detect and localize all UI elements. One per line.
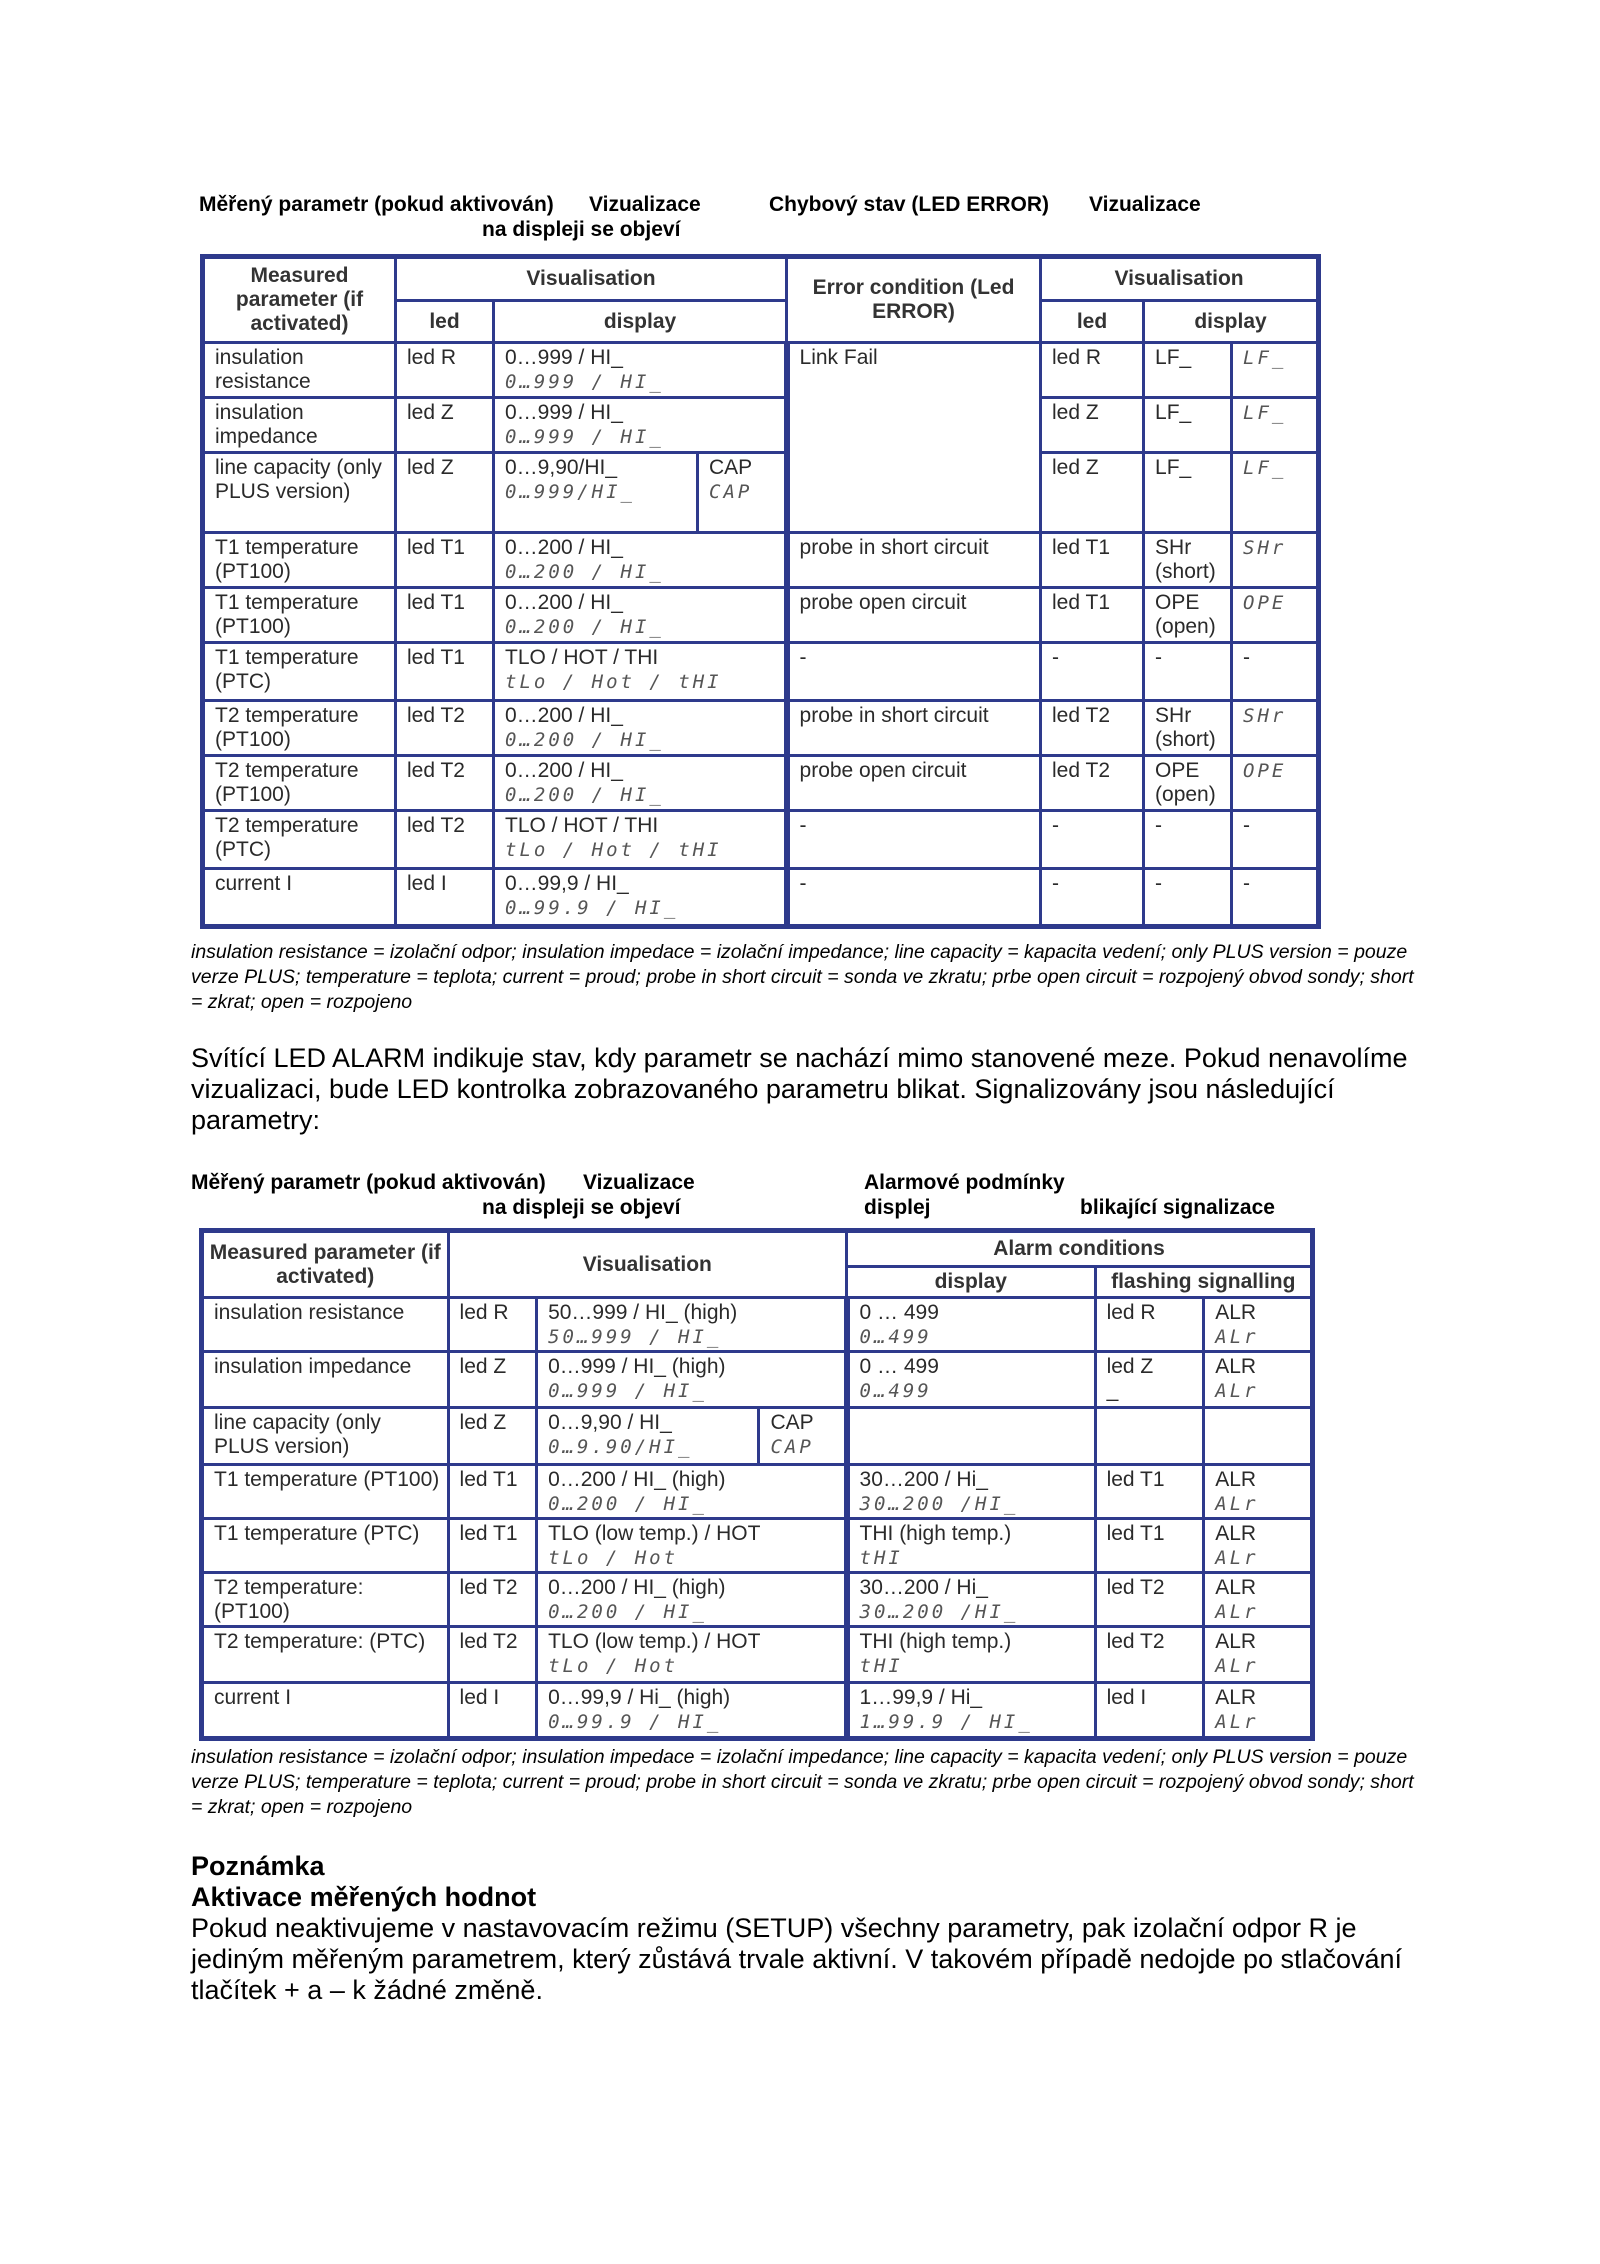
- display-segment: 0…200 / HI_: [505, 616, 664, 638]
- table-error-conditions: [200, 254, 1321, 929]
- flash-segment: ALr: [1215, 1547, 1259, 1569]
- cell-flash-led: led R: [1095, 1298, 1204, 1352]
- remark-text: Pokud neaktivujeme v nastavovacím režimu (SETUP) všechny parametry, pak izolační odpor R je jediným měřeným parametrem, který zůstává trvale aktivní. V takovém případě nedojde po stlačování tlačítek + a – k žádné změně.: [191, 1913, 1403, 2005]
- error-segment: SHr: [1243, 537, 1287, 559]
- cell-e1: OPE (open): [1144, 588, 1232, 643]
- cell-led: led T2: [396, 756, 494, 811]
- cell-display: [494, 533, 787, 588]
- display-text: TLO / HOT / THI: [505, 814, 659, 837]
- flash-segment: ALr: [1215, 1380, 1259, 1402]
- cell-err: -: [787, 811, 1041, 869]
- cell-eled: -: [1041, 643, 1144, 701]
- table-row: [203, 588, 1319, 643]
- display-segment: 0…99.9 / HI_: [548, 1711, 722, 1733]
- display-segment: 0…999 / HI_: [505, 426, 664, 448]
- cell-display: [494, 756, 787, 811]
- cell-err: probe open circuit: [787, 588, 1041, 643]
- table-row: [202, 1573, 1313, 1627]
- cell-param: line capacity (only PLUS version): [202, 1408, 449, 1465]
- display-text: TLO / HOT / THI: [505, 646, 659, 669]
- cell-e2: [1232, 453, 1319, 533]
- flash-text: ALR: [1215, 1630, 1257, 1653]
- display-text: 0…200 / HI_: [505, 591, 623, 614]
- cell-param: T1 temperature (PT100): [202, 1465, 449, 1519]
- display-segment: 50…999 / HI_: [548, 1326, 722, 1348]
- cell-led: led T1: [396, 588, 494, 643]
- cell-flash: [1204, 1627, 1313, 1683]
- cell-display: [494, 869, 787, 927]
- cell-e1: SHr (short): [1144, 701, 1232, 756]
- error-segment: LF_: [1243, 347, 1287, 369]
- cell-param: insulation resistance: [202, 1298, 449, 1352]
- table2-header-vis2: na displeji se objeví: [482, 1196, 681, 1219]
- th-led: led: [396, 301, 494, 343]
- display-segment: tLo / Hot: [548, 1655, 679, 1677]
- cell-display: [494, 811, 787, 869]
- alarm-segment: tHI: [859, 1547, 903, 1569]
- table-row: [203, 756, 1319, 811]
- error-segment: LF_: [1243, 402, 1287, 424]
- table-row: [202, 1408, 1313, 1465]
- alarm-text: THI (high temp.): [859, 1630, 1012, 1653]
- cell-flash: [1204, 1519, 1313, 1573]
- table1-header-err: Chybový stav (LED ERROR): [769, 193, 1050, 216]
- th-display2: display: [1144, 301, 1319, 343]
- cell-err: probe in short circuit: [787, 701, 1041, 756]
- th-vis2: Visualisation: [1041, 257, 1319, 301]
- display-segment: 0…99.9 / HI_: [505, 897, 679, 919]
- cell-display: [537, 1408, 759, 1465]
- display-text: TLO (low temp.) / HOT: [548, 1522, 761, 1545]
- cell-e1: LF_: [1144, 398, 1232, 453]
- cell-flash: [1204, 1465, 1313, 1519]
- cell-param: T1 temperature (PTC): [202, 1519, 449, 1573]
- cell-display: [537, 1298, 847, 1352]
- table-row: [203, 343, 1319, 398]
- cap-segment: CAP: [770, 1436, 814, 1458]
- th-led2: led: [1041, 301, 1144, 343]
- cell-eled: led T2: [1041, 701, 1144, 756]
- paragraph-alarm: Svítící LED ALARM indikuje stav, kdy parametr se nachází mimo stanovené meze. Pokud nenavolíme vizualizaci, bude LED kontrolka zobrazovaného parametru blikat. Signalizovány jsou následující parametry:: [191, 1043, 1408, 1135]
- cell-led: led T2: [448, 1627, 537, 1683]
- cell-alarm-display: [847, 1298, 1096, 1352]
- table-row: [203, 811, 1319, 869]
- alarm-segment: 1…99.9 / HI_: [859, 1711, 1033, 1733]
- cell-led: led T1: [448, 1465, 537, 1519]
- cell-led: led Z: [396, 453, 494, 533]
- cell-e2: [1232, 343, 1319, 398]
- cell-alarm-display: [847, 1627, 1096, 1683]
- alarm-segment: 0…499: [859, 1326, 932, 1348]
- remark-title: Poznámka: [191, 1851, 325, 1881]
- display-segment: 0…200 / HI_: [505, 784, 664, 806]
- cell-e2: [1232, 588, 1319, 643]
- display-segment: 0…999 / HI_: [505, 371, 664, 393]
- remark-subtitle: Aktivace měřených hodnot: [191, 1882, 537, 1912]
- cell-flash-led: [1095, 1352, 1204, 1408]
- cell-e1: -: [1144, 811, 1232, 869]
- cell-display: [494, 701, 787, 756]
- translation-note-2: insulation resistance = izolační odpor; insulation impedace = izolační impedance; line capacity = kapacita vedení; only PLUS version = pouze verze PLUS; temperature = teplota; current = proud; probe in short circuit = sonda ve zkratu; prbe open circuit = rozpojený obvod sondy; short = zkrat; open = rozpojeno: [191, 1746, 1414, 1818]
- translation-note: insulation resistance = izolační odpor; insulation impedace = izolační impedance; line capacity = kapacita vedení; only PLUS version = pouze verze PLUS; temperature = teplota; current = proud; probe in short circuit = sonda ve zkratu; prbe open circuit = rozpojený obvod sondy; short = zkrat; open = rozpojeno: [191, 941, 1414, 1013]
- cell-flash: [1204, 1298, 1313, 1352]
- cell-led: led T1: [448, 1519, 537, 1573]
- table1-header-vis: Vizualizace: [589, 193, 701, 216]
- display-segment: 0…200 / HI_: [505, 561, 664, 583]
- cell-flash-led: led T1: [1095, 1519, 1204, 1573]
- table2-header-alarm: Alarmové podmínky: [864, 1171, 1065, 1194]
- cell-param: T1 temperature (PT100): [203, 588, 396, 643]
- cell-alarm-display: [847, 1465, 1096, 1519]
- cell-display: [494, 343, 787, 398]
- cell-alarm-display: [847, 1352, 1096, 1408]
- cell-display: [537, 1352, 847, 1408]
- cell-alarm-display: [847, 1519, 1096, 1573]
- table-row: [203, 398, 1319, 453]
- flash-text: ALR: [1215, 1686, 1257, 1709]
- cell-e1: SHr (short): [1144, 533, 1232, 588]
- table-row: [203, 869, 1319, 927]
- alarm-segment: 30…200 /HI_: [859, 1493, 1019, 1515]
- display-text: 0…9,90 / HI_: [548, 1411, 672, 1434]
- cell-e2: [1232, 533, 1319, 588]
- flash-segment: ALr: [1215, 1601, 1259, 1623]
- cell-led: led Z: [396, 398, 494, 453]
- cell-param: current I: [203, 869, 396, 927]
- cell-param: T2 temperature: (PTC): [202, 1627, 449, 1683]
- table-row: [202, 1683, 1313, 1739]
- th-err: Error condition (Led ERROR): [787, 257, 1041, 343]
- cell-e2: -: [1232, 811, 1319, 869]
- cell-e2: -: [1232, 869, 1319, 927]
- cell-flash: [1204, 1352, 1313, 1408]
- th-vis: Visualisation: [396, 257, 787, 301]
- cell-led: led T1: [396, 533, 494, 588]
- th-param: Measured parameter (if activated): [202, 1231, 449, 1298]
- table1-header-vis-right: Vizualizace: [1089, 193, 1201, 216]
- display-text: TLO (low temp.) / HOT: [548, 1630, 761, 1653]
- alarm-segment: 30…200 /HI_: [859, 1601, 1019, 1623]
- cell-display: [537, 1519, 847, 1573]
- table1-header-vis2: na displeji se objeví: [482, 218, 681, 241]
- cell-param: T1 temperature (PT100): [203, 533, 396, 588]
- cell-led: led R: [396, 343, 494, 398]
- alarm-text: 30…200 / Hi_: [859, 1468, 988, 1491]
- display-segment: 0…999 / HI_: [548, 1380, 707, 1402]
- display-text: 0…99,9 / Hi_ (high): [548, 1686, 731, 1709]
- flash-segment: ALr: [1215, 1493, 1259, 1515]
- cap-segment: CAP: [709, 481, 753, 503]
- display-segment: 0…9.90/HI_: [548, 1436, 693, 1458]
- cell-led: led Z: [448, 1408, 537, 1465]
- table-row: [202, 1627, 1313, 1683]
- cell-param: insulation impedance: [203, 398, 396, 453]
- cell-display: [494, 643, 787, 701]
- cell-e2: [1232, 756, 1319, 811]
- cell-param: current I: [202, 1683, 449, 1739]
- cell-display: [537, 1573, 847, 1627]
- cell-led: led R: [448, 1298, 537, 1352]
- table2-header-vis: Vizualizace: [583, 1171, 695, 1194]
- th-param: Measured parameter (if activated): [203, 257, 396, 343]
- table1-header-param: Měřený parametr (pokud aktivován): [199, 193, 554, 216]
- cell-led: led T1: [396, 643, 494, 701]
- display-segment: 0…200 / HI_: [548, 1601, 707, 1623]
- display-segment: 0…200 / HI_: [505, 729, 664, 751]
- alarm-segment: tHI: [859, 1655, 903, 1677]
- display-segment: tLo / Hot / tHI: [505, 839, 722, 861]
- cell-param: T2 temperature: (PT100): [202, 1573, 449, 1627]
- flash-led-text: led Z: [1106, 1355, 1154, 1378]
- flash-text: ALR: [1215, 1355, 1257, 1378]
- cell-display: [494, 398, 787, 453]
- cell-e1: LF_: [1144, 343, 1232, 398]
- cell-alarm-display: [847, 1683, 1096, 1739]
- cell-param: T2 temperature (PT100): [203, 756, 396, 811]
- flash-text: ALR: [1215, 1468, 1257, 1491]
- table-alarm-conditions: [199, 1228, 1315, 1741]
- cell-err: -: [787, 869, 1041, 927]
- alarm-text: THI (high temp.): [859, 1522, 1012, 1545]
- cell-eled: led T1: [1041, 588, 1144, 643]
- cell-param: line capacity (only PLUS version): [203, 453, 396, 533]
- cell-led: led T2: [396, 701, 494, 756]
- cell-led: led Z: [448, 1352, 537, 1408]
- th-alarm: Alarm conditions: [847, 1231, 1313, 1267]
- cell-eled: led Z: [1041, 453, 1144, 533]
- cell-param: T2 temperature (PTC): [203, 811, 396, 869]
- cell-eled: led T2: [1041, 756, 1144, 811]
- cell-flash-led: [1095, 1408, 1204, 1465]
- flash-text: ALR: [1215, 1522, 1257, 1545]
- cell-cap: [698, 453, 787, 533]
- table-row: [203, 701, 1319, 756]
- table-row: [203, 533, 1319, 588]
- cell-alarm-display: [847, 1408, 1096, 1465]
- error-segment: OPE: [1243, 592, 1287, 614]
- cell-led: led T2: [448, 1573, 537, 1627]
- cell-led: led T2: [396, 811, 494, 869]
- table2-header-display: displej: [864, 1196, 931, 1219]
- alarm-text: 0 … 499: [859, 1355, 939, 1378]
- error-segment: LF_: [1243, 457, 1287, 479]
- flash-segment: ALr: [1215, 1326, 1259, 1348]
- cap-text: CAP: [709, 456, 753, 479]
- cell-err: Link Fail: [787, 343, 1041, 533]
- cell-e1: OPE (open): [1144, 756, 1232, 811]
- th-display: display: [494, 301, 787, 343]
- table-row: [202, 1465, 1313, 1519]
- cell-param: insulation resistance: [203, 343, 396, 398]
- error-segment: SHr: [1243, 705, 1287, 727]
- cell-param: T2 temperature (PT100): [203, 701, 396, 756]
- display-text: 0…200 / HI_ (high): [548, 1576, 726, 1599]
- cell-err: -: [787, 643, 1041, 701]
- cell-display: [537, 1683, 847, 1739]
- cell-flash: [1204, 1683, 1313, 1739]
- alarm-segment: 0…499: [859, 1380, 932, 1402]
- th-flash: flashing signalling: [1095, 1267, 1312, 1298]
- cell-led: led I: [396, 869, 494, 927]
- table-row: [203, 643, 1319, 701]
- cell-led: led I: [448, 1683, 537, 1739]
- table-row: [202, 1298, 1313, 1352]
- cell-e1: -: [1144, 643, 1232, 701]
- flash-text: ALR: [1215, 1301, 1257, 1324]
- display-segment: 0…200 / HI_: [548, 1493, 707, 1515]
- cell-cap: [759, 1408, 847, 1465]
- table-row: [202, 1519, 1313, 1573]
- display-segment: 0…999/HI_: [505, 481, 635, 503]
- alarm-text: 0 … 499: [859, 1301, 939, 1324]
- display-segment: tLo / Hot / tHI: [505, 671, 722, 693]
- cell-param: T1 temperature (PTC): [203, 643, 396, 701]
- cell-e1: -: [1144, 869, 1232, 927]
- th-display: display: [847, 1267, 1096, 1298]
- error-segment: OPE: [1243, 760, 1287, 782]
- display-text: 0…999 / HI_: [505, 346, 623, 369]
- cell-flash: [1204, 1573, 1313, 1627]
- table2-header-param: Měřený parametr (pokud aktivován): [191, 1171, 546, 1194]
- display-text: 50…999 / HI_ (high): [548, 1301, 738, 1324]
- display-text: 0…999 / HI_: [505, 401, 623, 424]
- cell-param: insulation impedance: [202, 1352, 449, 1408]
- flash-segment: ALr: [1215, 1655, 1259, 1677]
- flash-segment: ALr: [1215, 1711, 1259, 1733]
- cell-eled: -: [1041, 869, 1144, 927]
- cell-err: probe in short circuit: [787, 533, 1041, 588]
- cell-e2: [1232, 398, 1319, 453]
- display-text: 0…200 / HI_: [505, 536, 623, 559]
- cell-eled: led Z: [1041, 398, 1144, 453]
- th-vis: Visualisation: [448, 1231, 847, 1298]
- cell-eled: led R: [1041, 343, 1144, 398]
- flash-led-mark: _: [1106, 1379, 1119, 1402]
- alarm-text: 30…200 / Hi_: [859, 1576, 988, 1599]
- cell-err: probe open circuit: [787, 756, 1041, 811]
- table2-header-flash: blikající signalizace: [1080, 1196, 1275, 1219]
- cell-flash-led: led T1: [1095, 1465, 1204, 1519]
- cap-text: CAP: [770, 1411, 814, 1434]
- cell-e2: [1232, 701, 1319, 756]
- display-text: 0…999 / HI_ (high): [548, 1355, 726, 1378]
- cell-alarm-display: [847, 1573, 1096, 1627]
- cell-eled: -: [1041, 811, 1144, 869]
- table-row: [203, 453, 1319, 533]
- cell-display: [494, 453, 698, 533]
- cell-flash: [1204, 1408, 1313, 1465]
- cell-flash-led: led I: [1095, 1683, 1204, 1739]
- cell-flash-led: led T2: [1095, 1627, 1204, 1683]
- cell-display: [537, 1465, 847, 1519]
- alarm-text: 1…99,9 / Hi_: [859, 1686, 983, 1709]
- cell-display: [537, 1627, 847, 1683]
- cell-e2: -: [1232, 643, 1319, 701]
- display-text: 0…200 / HI_ (high): [548, 1468, 726, 1491]
- display-text: 0…9,90/HI_: [505, 456, 618, 479]
- display-text: 0…200 / HI_: [505, 704, 623, 727]
- display-segment: tLo / Hot: [548, 1547, 679, 1569]
- display-text: 0…99,9 / HI_: [505, 872, 629, 895]
- cell-flash-led: led T2: [1095, 1573, 1204, 1627]
- flash-text: ALR: [1215, 1576, 1257, 1599]
- cell-e1: LF_: [1144, 453, 1232, 533]
- display-text: 0…200 / HI_: [505, 759, 623, 782]
- table-row: [202, 1352, 1313, 1408]
- cell-eled: led T1: [1041, 533, 1144, 588]
- cell-display: [494, 588, 787, 643]
